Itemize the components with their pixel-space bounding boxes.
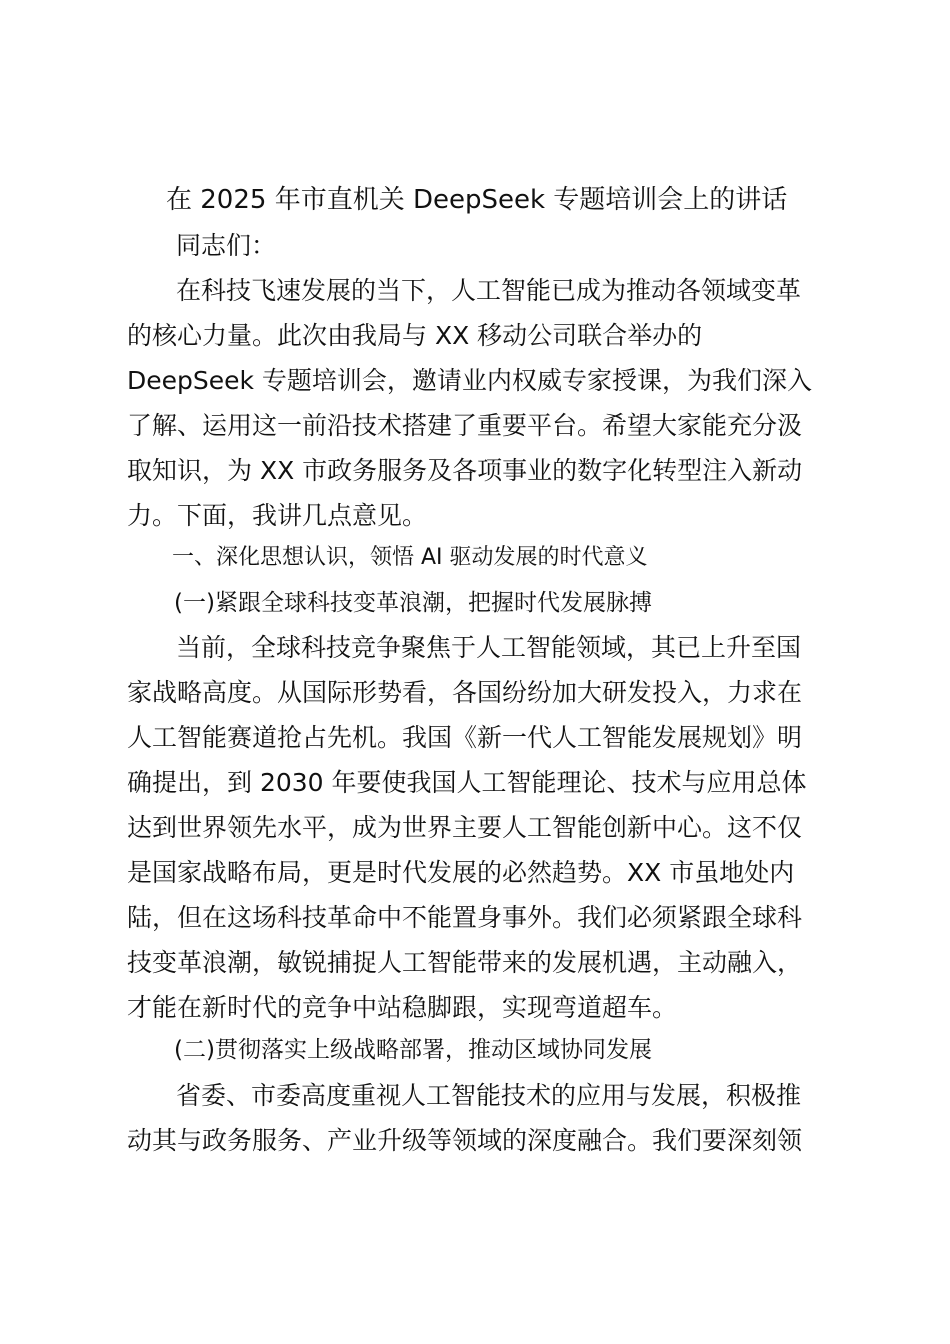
paragraph-line: 技变革浪潮，敏锐捕捉人工智能带来的发展机遇，主动融入， <box>127 948 803 977</box>
paragraph-line: 力。下面，我讲几点意见。 <box>127 501 428 530</box>
paragraph-line: 了解、运用这一前沿技术搭建了重要平台。希望大家能充分汲 <box>127 411 803 440</box>
section-heading: 一、深化思想认识，领悟 AI 驱动发展的时代意义 <box>172 545 648 570</box>
paragraph-line: 省委、市委高度重视人工智能技术的应用与发展，积极推 <box>176 1081 802 1110</box>
subsection-heading: (二)贯彻落实上级战略部署，推动区域协同发展 <box>174 1037 652 1063</box>
paragraph-line: 是国家战略布局，更是时代发展的必然趋势。XX 市虽地处内 <box>127 858 795 887</box>
salutation: 同志们： <box>176 231 277 260</box>
paragraph-line: 才能在新时代的竞争中站稳脚跟，实现弯道超车。 <box>127 993 678 1022</box>
document-title: 在 2025 年市直机关 DeepSeek 专题培训会上的讲话 <box>166 185 788 215</box>
paragraph-line: 当前，全球科技竞争聚焦于人工智能领域，其已上升至国 <box>176 633 802 662</box>
paragraph-line: 的核心力量。此次由我局与 XX 移动公司联合举办的 <box>127 321 703 350</box>
paragraph-line: 家战略高度。从国际形势看，各国纷纷加大研发投入，力求在 <box>127 678 803 707</box>
paragraph-line: 取知识，为 XX 市政务服务及各项事业的数字化转型注入新动 <box>127 456 803 485</box>
paragraph-line: DeepSeek 专题培训会，邀请业内权威专家授课，为我们深入 <box>127 366 812 395</box>
paragraph-line: 在科技飞速发展的当下，人工智能已成为推动各领域变革 <box>176 276 802 305</box>
paragraph-line: 确提出，到 2030 年要使我国人工智能理论、技术与应用总体 <box>127 768 807 797</box>
paragraph-line: 陆，但在这场科技革命中不能置身事外。我们必须紧跟全球科 <box>127 903 803 932</box>
subsection-heading: (一)紧跟全球科技变革浪潮，把握时代发展脉搏 <box>174 590 652 616</box>
paragraph-line: 动其与政务服务、产业升级等领域的深度融合。我们要深刻领 <box>127 1126 803 1155</box>
paragraph-line: 人工智能赛道抢占先机。我国《新一代人工智能发展规划》明 <box>127 723 803 752</box>
paragraph-line: 达到世界领先水平，成为世界主要人工智能创新中心。这不仅 <box>127 813 803 842</box>
